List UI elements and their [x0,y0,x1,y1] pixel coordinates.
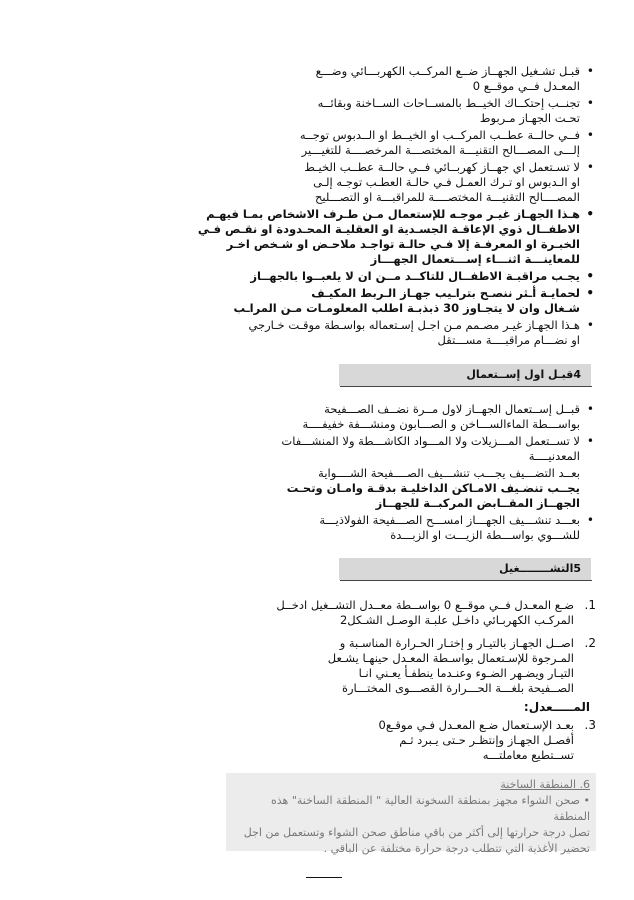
list-item-line: المصــــالح التقنيـــة المختصــــة للمراقبـــة او التصـــليح [315,190,580,204]
list-item [36,402,596,432]
list-item-line: • هـذا الجهـاز غيـر مصـمم مـن اجـل إسـتعماله بواسـطة موقـت خـارجي [248,318,580,332]
list-item-line: ضـع المعـدل فــي موقــع 0 بواســطة معــدل التشــغيل ادخــل [276,598,574,612]
list-item-line: تحـت الجهـاز مـربوط [479,111,580,125]
list-item [36,64,596,94]
list-item-line: تســتطيع معاملتـــه [482,748,574,762]
list-item-line: الاطفــال ذوي الإعاقـة الجسـدية او العقليـة المحـدودة او نقـص فـي [197,222,580,236]
list-item-line: • قبـل تشـغيل الجهــاز ضــع المركــب الكهربـــائي وضـــع [315,64,580,78]
section-4-list [36,402,596,464]
section-4-paragraph: بعــد التضـــيف يجـــب تنشـــيف الصــــفيحة الشــــواية [318,466,580,480]
list-item-line: • تجنــب إحتكــاك الخيــط بالمســاحات الســاخنة وبقائــه [317,96,580,110]
section-4-bold-line-1: يجــب تنضـيف الامـاكن الداخليـة بدقـة وامـان وتحـت [286,481,580,495]
list-item-line: • فــي حالــة عطــب المركــب او الخيــط او الــدبوس توجــه [299,128,580,142]
list-item-line: او الـدبوس او تـرك العمـل فـي حالـة العطـب توجـه إلـى [313,175,580,189]
list-item [36,269,596,284]
section-5-subheading: المـــــعدل: [523,700,590,714]
list-item-line: • قبــل إســتعمال الجهــاز لاول مــرة نضــف الصـــفيحة [324,402,580,416]
list-item-line: • لحمايـة أـثر ننصـح بتراـيب جهـاز الـربط المكيـف [311,286,580,300]
list-item-line: • بعـــد تنشـــيف الجهـــاز امســـح الصـــفيحة الفولاذيـــة [319,513,580,527]
list-item-line: بعـد الإسـتعمال ضـع المعـدل فـي موقـع0 [378,718,574,732]
list-item-line: للشـــوي بواســـطة الزيـــت او الزبـــدة [390,528,580,542]
list-item-line: للمعاينـــة اثنـــاء إســـتعمال الجهـــاز [370,252,580,266]
section-5-divider [340,580,592,581]
list-item-line: • يجـب مراقبـة الاطفــال للتاكــد مــن ان لا يلعبــوا بالجهــاز [250,269,580,283]
section-5-steps [256,598,596,696]
list-item-line: او نضـــام مراقبــــة مســـتقل [437,333,580,347]
list-item [36,128,596,158]
list-item-line: • لا تسـتعمل اي جهــاز كهربــائي فــي حالــة عطــب الخيـط [304,160,580,174]
list-item-line: الصــفيحة بلغـــة الحـــرارة القصـــوى المختـــارة [341,681,574,695]
list-item [36,434,596,464]
list-item-line: المـرجوة للإسـتعمال بواسـطة المعـدل حينهـا يشـعل [327,651,574,665]
step-number: 1. [584,598,596,612]
list-item-line: المركـب الكهربـائي داخـل علبـة الوصـل الشـكل2 [339,613,574,627]
step-number: 3. [584,718,596,732]
section-6-line: تحضير الأغذية التي تتطلب درجة حرارة مختلفة عن الباقي . [323,842,590,855]
list-item-line: اصــل الجهـاز بالتيـار و إختـار الحـرارة المناسـبة و [339,636,574,650]
safety-list [36,64,596,348]
list-item-line: • لا تســتعمل المـــزيلات ولا المـــواد الكاشـــطة ولا المنشـــفات [281,434,580,448]
section-5-heading: 5التشــــــــغيل [339,558,591,580]
section-5-step-3 [256,718,596,771]
list-item-line: التيـار ويضـهر الضـوء وعنـدما ينطفـأ يعـني انـا [358,666,574,680]
section-4-heading: 4قبـل اول إســتعمال [339,364,591,386]
list-item [256,636,596,696]
section-6-title: 6. المنطقة الساخنة [500,778,590,791]
safety-instructions [36,64,596,350]
section-4-last-bullet [36,513,596,543]
list-item-line: إلـــى المصـــالح التقنيـــة المختصـــة المرخصــــة للتغيـــير [301,143,580,157]
list-item [36,286,596,316]
section-4-divider [340,386,592,387]
section-4-bold-line-2: الجهــاز المقــابض المركبــة للجهــاز [375,496,580,510]
list-item [36,513,596,543]
list-item [256,718,596,763]
list-item-line: أفصـل الجهـاز وإنتظـر حـتى يـبرد ثـم [399,733,574,747]
section-6-line: • صحن الشواء مجهز بمنطقة السخونة العالية " المنطقة الساخنة" هذه المنطقة [271,794,590,823]
footer-rule [306,877,342,878]
list-item-line: المعـدل فــي موقــع 0 [472,79,580,93]
section-5-body [256,598,596,704]
list-item-line: الخبـرة او المعرفـة إلا فـي حالـة تواجـد ملاحـض او شـخص اخـر [226,237,580,251]
list-item-line: • هـذا الجهـاز غيـر موجـه للإستعمال مـن طـرف الاشخاص بمـا فيهـم [206,207,580,221]
step-number: 2. [584,636,596,650]
list-item [256,598,596,628]
section-4-body [36,402,596,545]
list-item-line: شـغال وان لا يتجـاوز 30 ذبذبـة اطلب المعلومـات مـن المراـب [233,301,580,315]
list-item-line: المعدنيــــة [528,449,580,463]
list-item [36,318,596,348]
section-6-box [226,773,596,855]
section-6-line: تصل درجة حرارتها إلى أكثر من باقي مناطق صحن الشواء وتستعمل من اجل [243,826,590,839]
list-item [36,160,596,205]
list-item-line: بواســـطة الماءالســـاخن و الصـــابون ومنشـــفة خفيفــــة [302,417,580,431]
section-5-step-3-list [256,718,596,763]
list-item [36,207,596,267]
list-item [36,96,596,126]
